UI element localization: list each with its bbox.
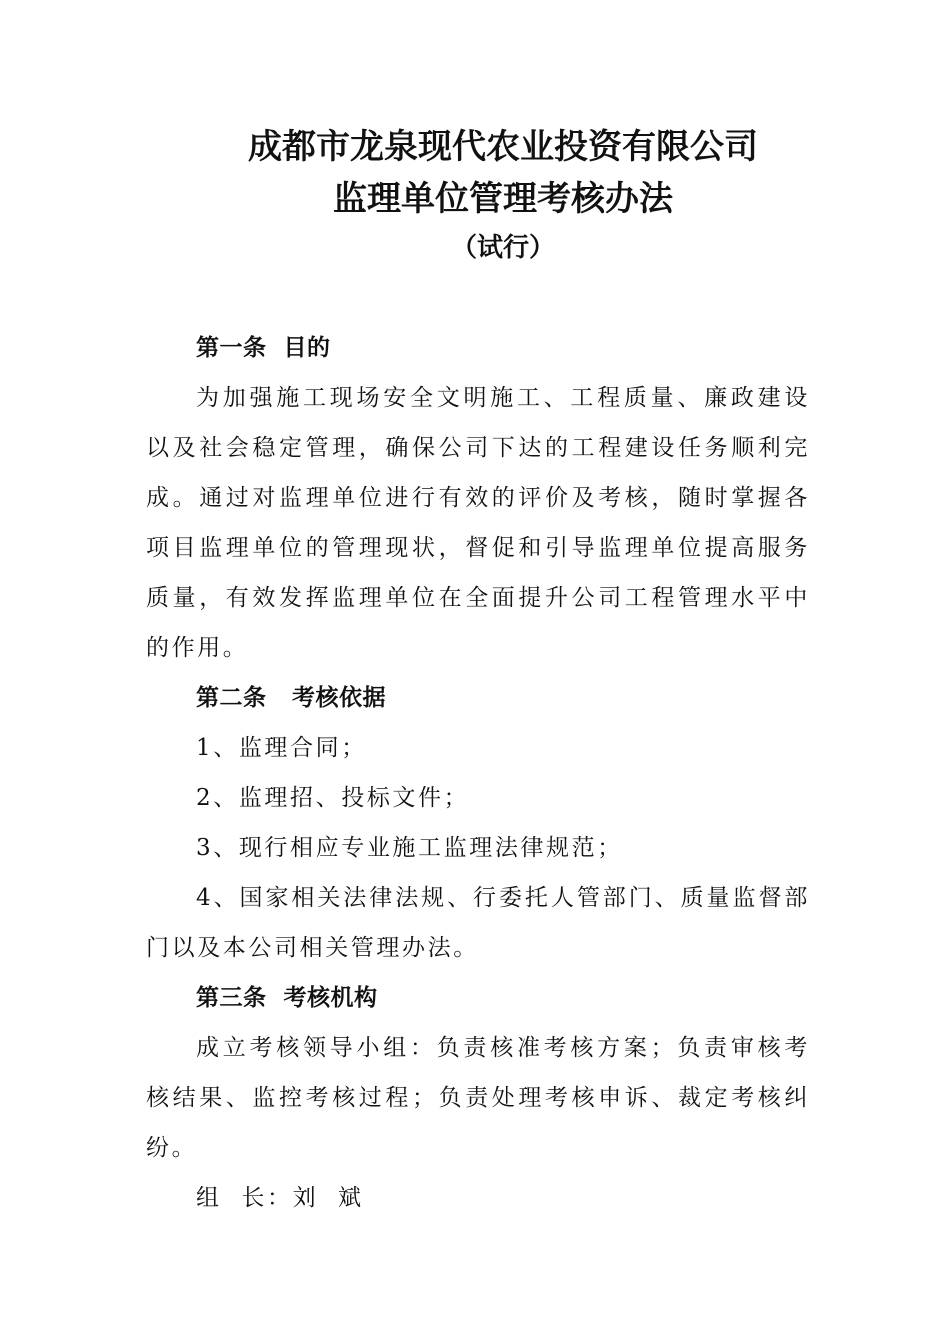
article-3-paragraph: 成立考核领导小组：负责核准考核方案；负责审核考核结果、监控考核过程；负责处理考核申诉、裁定考核纠纷。	[146, 1035, 810, 1161]
article-3-heading: 第三条 考核机构	[196, 985, 378, 1011]
document-body	[146, 323, 810, 1223]
article-3-leader: 组 长：刘 斌	[196, 1185, 364, 1211]
document-title: 成都市龙泉现代农业投资有限公司	[248, 127, 758, 167]
document-subtitle: 监理单位管理考核办法	[333, 179, 673, 219]
article-2-item-2: 2、监理招、投标文件；	[196, 785, 470, 811]
article-2-heading: 第二条 考核依据	[196, 685, 387, 711]
document-trial-note: （试行）	[450, 233, 555, 263]
article-1-paragraph: 为加强施工现场安全文明施工、工程质量、廉政建设以及社会稳定管理，确保公司下达的工程建设任务顺利完成。通过对监理单位进行有效的评价及考核，随时掌握各项目监理单位的管理现状，督促和引导监理单位提高服务质量，有效发挥监理单位在全面提升公司工程管理水平中的作用。	[146, 385, 810, 661]
article-2-item-3: 3、现行相应专业施工监理法律规范；	[196, 835, 623, 861]
article-1-heading: 第一条 目的	[196, 335, 331, 361]
article-2-item-1: 1、监理合同；	[196, 735, 367, 761]
article-2-item-4: 4、国家相关法律法规、行委托人管部门、质量监督部门以及本公司相关管理办法。	[146, 885, 810, 961]
